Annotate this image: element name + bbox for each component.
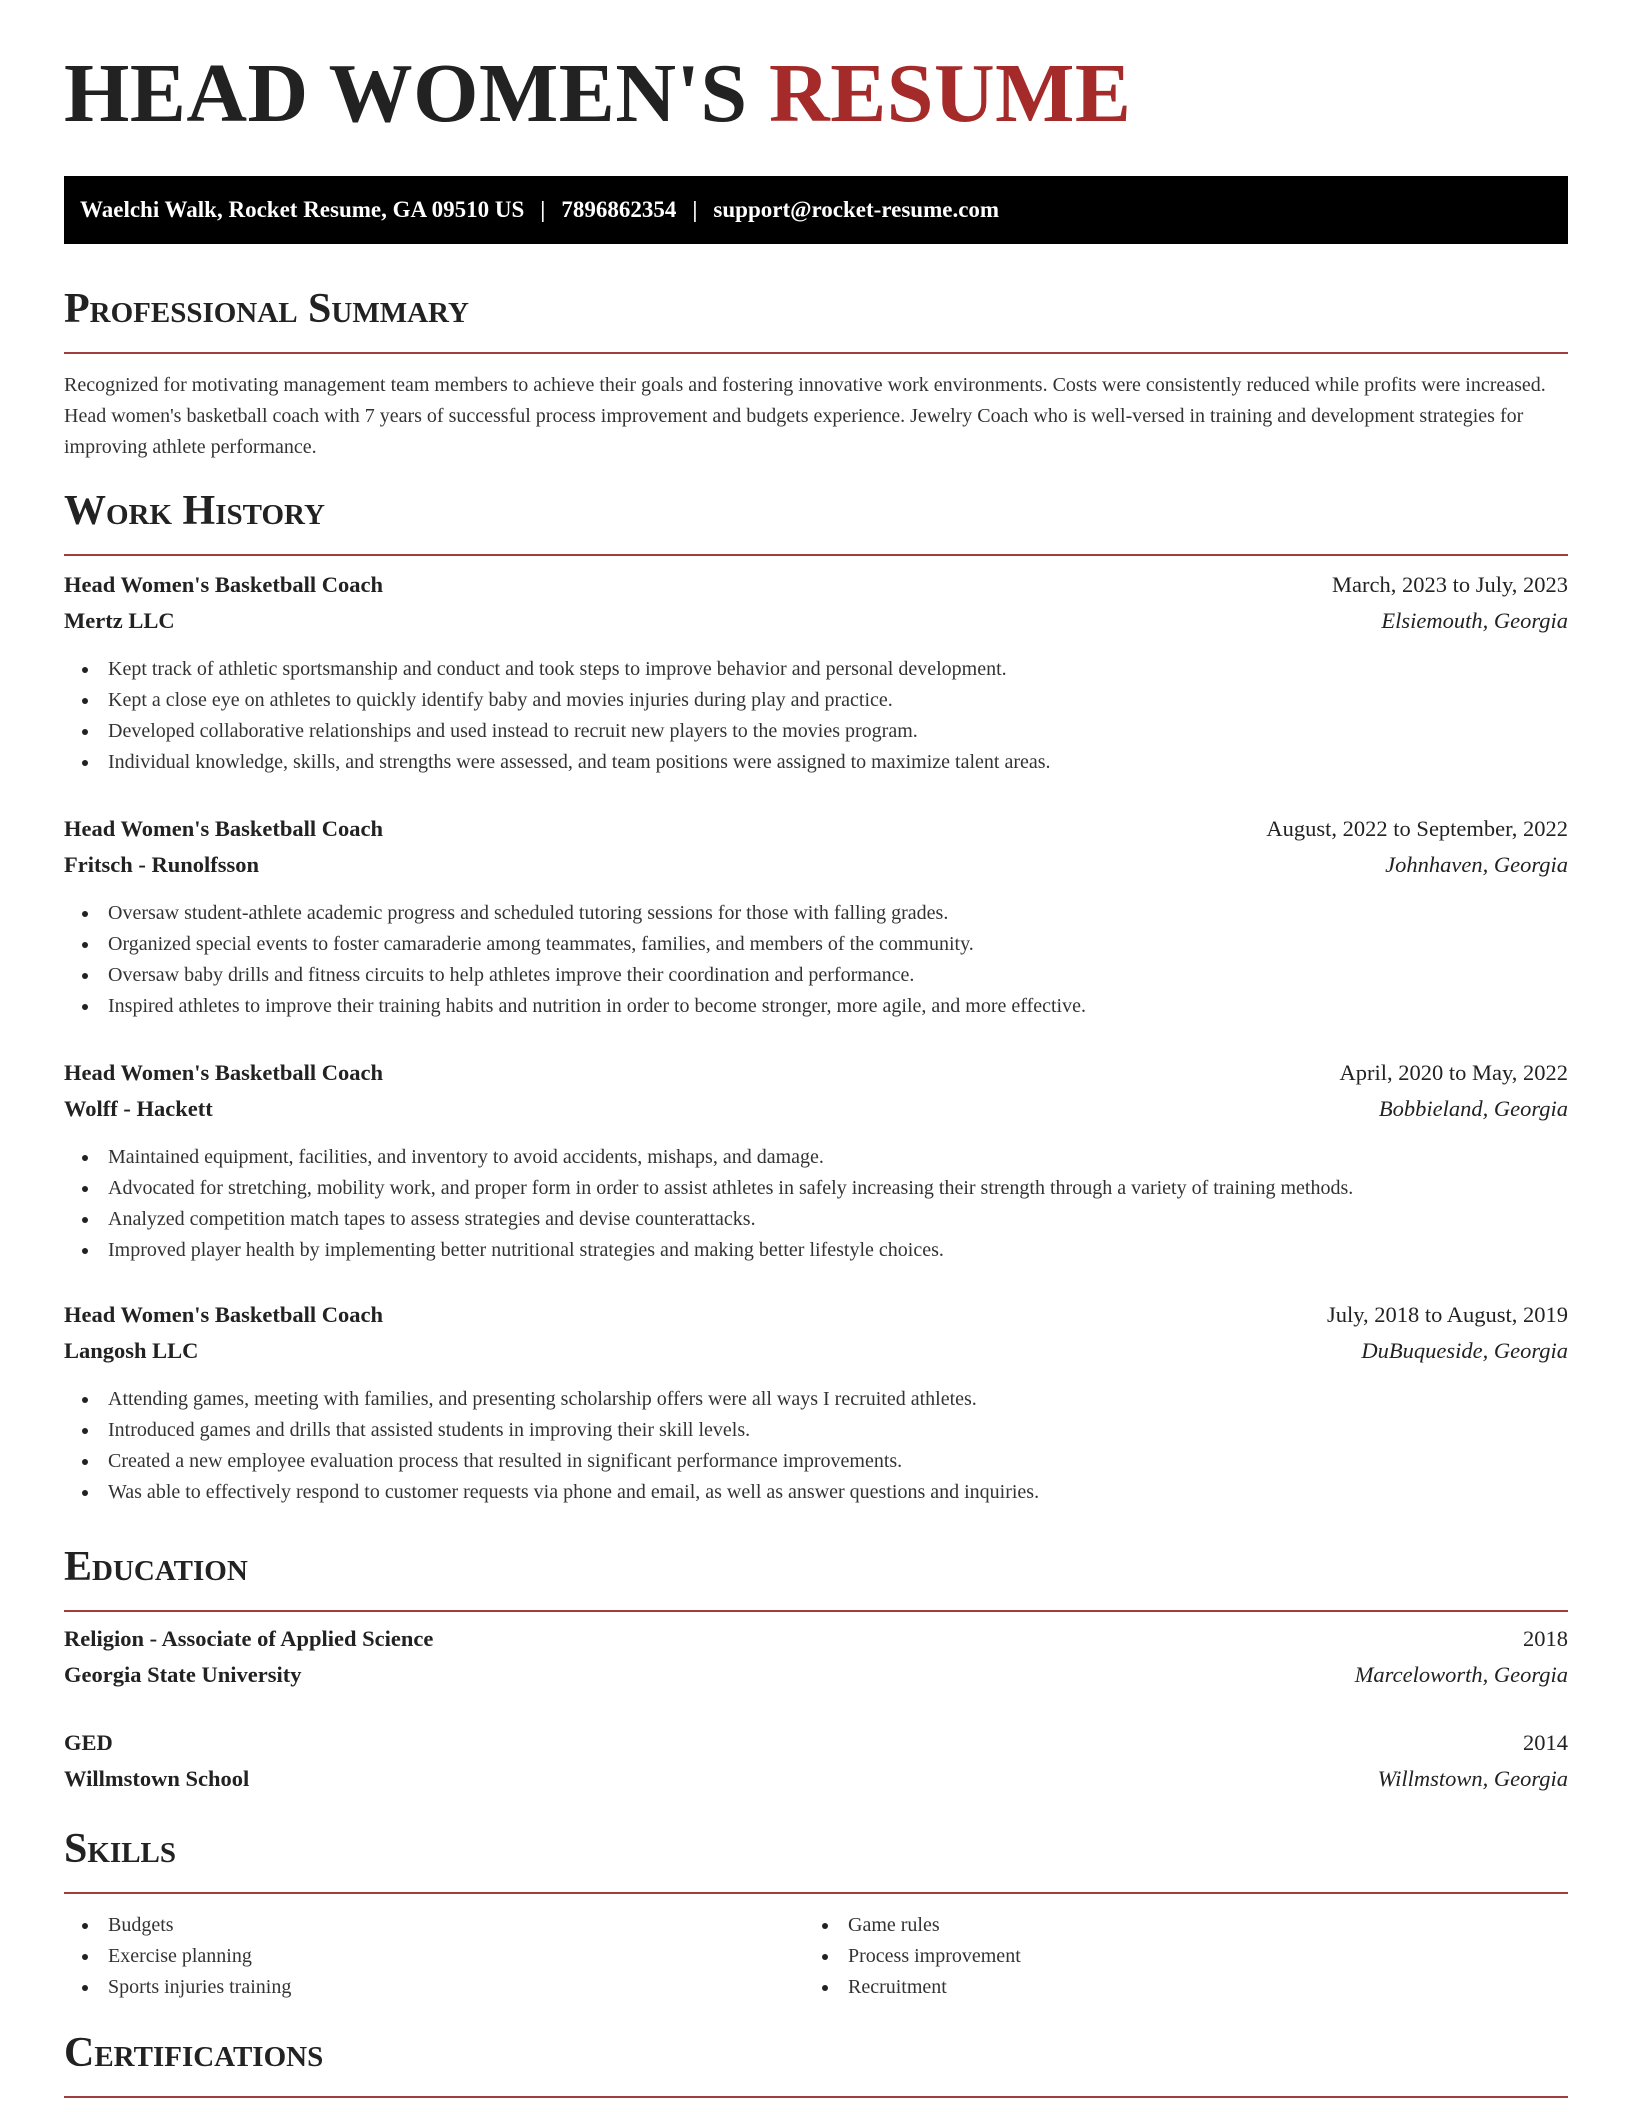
education-school: Willmstown School: [64, 1766, 250, 1791]
job-company: Langosh LLC: [64, 1338, 199, 1363]
job-dates: July, 2018 to August, 2019: [1326, 1302, 1568, 1327]
job-entry: [64, 1060, 1568, 1266]
education-school: Georgia State University: [64, 1662, 302, 1687]
education-entry: [64, 1626, 1568, 1698]
job-entry: [64, 572, 1568, 778]
title-main: HEAD WOMEN'S: [64, 47, 748, 140]
skills-column-left: [64, 1910, 804, 2003]
section-heading: Education: [64, 1546, 1568, 1612]
list-item: Created a new employee evaluation process that resulted in significant performance improvements.: [64, 1446, 1568, 1477]
job-bullets: [64, 1142, 1568, 1266]
contact-bar: [64, 176, 1568, 244]
work-history-section: [64, 490, 1568, 556]
education-year: 2014: [1523, 1730, 1568, 1755]
education-degree: GED: [64, 1730, 113, 1755]
skill-item: Budgets: [64, 1910, 804, 1941]
list-item: Kept track of athletic sportsmanship and conduct and took steps to improve behavior and personal development.: [64, 654, 1568, 685]
list-item: Improved player health by implementing better nutritional strategies and making better lifestyle choices.: [64, 1235, 1568, 1266]
list-item: Attending games, meeting with families, and presenting scholarship offers were all ways I recruited athletes.: [64, 1384, 1568, 1415]
contact-separator: |: [692, 197, 698, 222]
list-item: Maintained equipment, facilities, and inventory to avoid accidents, mishaps, and damage.: [64, 1142, 1568, 1173]
skills-grid: [64, 1910, 1568, 2003]
skills-section: [64, 1828, 1568, 2003]
job-dates: August, 2022 to September, 2022: [1266, 816, 1568, 841]
list-item: Oversaw student-athlete academic progress and scheduled tutoring sessions for those with falling grades.: [64, 898, 1568, 929]
contact-address: Waelchi Walk, Rocket Resume, GA 09510 US: [80, 197, 525, 222]
list-item: Individual knowledge, skills, and strengths were assessed, and team positions were assigned to maximize talent areas.: [64, 747, 1568, 778]
education-entry: [64, 1730, 1568, 1802]
job-location: Bobbieland, Georgia: [1378, 1096, 1568, 1121]
job-entry: [64, 816, 1568, 1022]
title-accent: RESUME: [769, 47, 1132, 140]
list-item: Introduced games and drills that assisted students in improving their skill levels.: [64, 1415, 1568, 1446]
skill-item: Game rules: [804, 1910, 1544, 1941]
job-dates: April, 2020 to May, 2022: [1339, 1060, 1568, 1085]
education-location: Marceloworth, Georgia: [1354, 1662, 1568, 1687]
job-location: Elsiemouth, Georgia: [1381, 608, 1568, 633]
job-location: Johnhaven, Georgia: [1385, 852, 1568, 877]
job-title: Head Women's Basketball Coach: [64, 1060, 383, 1085]
contact-separator: |: [540, 197, 546, 222]
section-heading: Skills: [64, 1828, 1568, 1894]
certifications-section: [64, 2032, 1568, 2098]
skills-column-right: [804, 1910, 1544, 2003]
skill-item: Exercise planning: [64, 1941, 804, 1972]
list-item: Advocated for stretching, mobility work, and proper form in order to assist athletes in safely increasing their strength through a variety of training methods.: [64, 1173, 1568, 1204]
contact-phone[interactable]: 7896862354: [561, 197, 677, 222]
education-location: Willmstown, Georgia: [1377, 1766, 1568, 1791]
job-dates: March, 2023 to July, 2023: [1331, 572, 1568, 597]
job-company: Wolff - Hackett: [64, 1096, 213, 1121]
resume-title: [64, 47, 1132, 140]
list-item: Analyzed competition match tapes to assess strategies and devise counterattacks.: [64, 1204, 1568, 1235]
summary-section: [64, 288, 1568, 463]
section-heading: Work History: [64, 490, 1568, 556]
job-bullets: [64, 898, 1568, 1022]
list-item: Kept a close eye on athletes to quickly identify baby and movies injuries during play and practice.: [64, 685, 1568, 716]
job-bullets: [64, 654, 1568, 778]
skill-item: Sports injuries training: [64, 1972, 804, 2003]
job-title: Head Women's Basketball Coach: [64, 816, 383, 841]
job-title: Head Women's Basketball Coach: [64, 572, 383, 597]
section-heading: Professional Summary: [64, 288, 1568, 354]
list-item: Oversaw baby drills and fitness circuits to help athletes improve their coordination and performance.: [64, 960, 1568, 991]
job-company: Fritsch - Runolfsson: [64, 852, 260, 877]
education-degree: Religion - Associate of Applied Science: [64, 1626, 434, 1651]
job-entry: [64, 1302, 1568, 1508]
list-item: Inspired athletes to improve their training habits and nutrition in order to become stronger, more agile, and more effective.: [64, 991, 1568, 1022]
job-company: Mertz LLC: [64, 608, 175, 633]
contact-email[interactable]: support@rocket-resume.com: [713, 197, 1000, 222]
job-location: DuBuqueside, Georgia: [1361, 1338, 1568, 1363]
skill-item: Recruitment: [804, 1972, 1544, 2003]
education-year: 2018: [1523, 1626, 1568, 1651]
section-heading: Certifications: [64, 2032, 1568, 2098]
summary-text: Recognized for motivating management team members to achieve their goals and fostering innovative work environments. Costs were consistently reduced while profits were increased. Head women's basketball coach with 7 years of successful process improvement and budgets experience. Jewelry Coach who is well-versed in training and development strategies for improving athlete performance.: [64, 374, 1546, 458]
education-section: [64, 1546, 1568, 1612]
list-item: Organized special events to foster camaraderie among teammates, families, and members of the community.: [64, 929, 1568, 960]
list-item: Developed collaborative relationships and used instead to recruit new players to the movies program.: [64, 716, 1568, 747]
skill-item: Process improvement: [804, 1941, 1544, 1972]
list-item: Was able to effectively respond to customer requests via phone and email, as well as answer questions and inquiries.: [64, 1477, 1568, 1508]
job-title: Head Women's Basketball Coach: [64, 1302, 383, 1327]
job-bullets: [64, 1384, 1568, 1508]
